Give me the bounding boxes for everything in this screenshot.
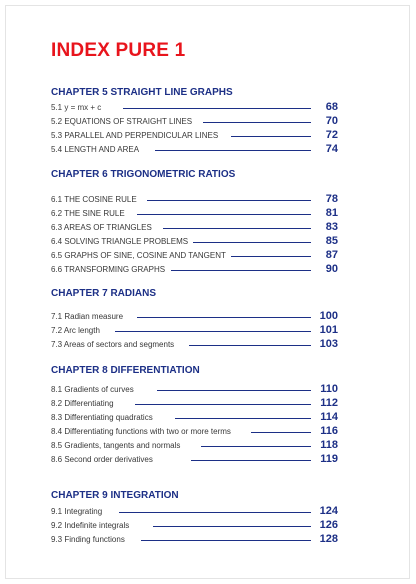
leader-line bbox=[119, 512, 311, 513]
leader-line bbox=[141, 540, 311, 541]
entry-label: 7.3 Areas of sectors and segments bbox=[51, 340, 175, 349]
entry-label: 5.1 y = mx + c bbox=[51, 103, 102, 112]
toc-entry-5-3[interactable] bbox=[51, 127, 338, 141]
leader-line bbox=[155, 150, 311, 151]
entry-label: 5.2 EQUATIONS OF STRAIGHT LINES bbox=[51, 117, 193, 126]
leader-line bbox=[137, 214, 311, 215]
entry-page: 112 bbox=[320, 397, 338, 409]
entry-page: 87 bbox=[325, 249, 338, 261]
chapter-9-heading: CHAPTER 9 INTEGRATION bbox=[51, 490, 179, 501]
entry-page: 100 bbox=[319, 310, 338, 322]
entry-page: 85 bbox=[325, 235, 338, 247]
toc-entry-6-6[interactable] bbox=[51, 261, 338, 275]
index-title: INDEX PURE 1 bbox=[51, 40, 186, 61]
entry-label: 6.3 AREAS OF TRIANGLES bbox=[51, 223, 152, 232]
entry-label: 8.1 Gradients of curves bbox=[51, 385, 134, 394]
entry-label: 7.2 Arc length bbox=[51, 326, 100, 335]
entry-label: 8.2 Differentiating bbox=[51, 399, 114, 408]
entry-label: 8.3 Differentiating quadratics bbox=[51, 413, 153, 422]
toc-entry-5-2[interactable] bbox=[51, 113, 338, 127]
entry-page: 101 bbox=[319, 324, 338, 336]
toc-entry-8-4[interactable] bbox=[51, 423, 338, 437]
toc-entry-7-3[interactable] bbox=[51, 336, 338, 350]
entry-label: 6.1 THE COSINE RULE bbox=[51, 195, 137, 204]
entry-page: 114 bbox=[320, 411, 338, 423]
toc-entry-8-5[interactable] bbox=[51, 437, 338, 451]
leader-line bbox=[203, 122, 311, 123]
entry-label: 6.5 GRAPHS OF SINE, COSINE AND TANGENT bbox=[51, 251, 226, 260]
entry-page: 119 bbox=[320, 453, 338, 465]
leader-line bbox=[175, 418, 311, 419]
entry-label: 9.2 Indefinite integrals bbox=[51, 521, 130, 530]
entry-label: 6.6 TRANSFORMING GRAPHS bbox=[51, 265, 166, 274]
toc-entry-9-1[interactable] bbox=[51, 503, 338, 517]
toc-entry-8-2[interactable] bbox=[51, 395, 338, 409]
leader-line bbox=[231, 256, 311, 257]
leader-line bbox=[171, 270, 311, 271]
toc-entry-6-2[interactable] bbox=[51, 205, 338, 219]
entry-page: 72 bbox=[325, 129, 338, 141]
entry-page: 68 bbox=[325, 101, 338, 113]
leader-line bbox=[201, 446, 311, 447]
entry-page: 124 bbox=[319, 505, 338, 517]
toc-entry-6-4[interactable] bbox=[51, 233, 338, 247]
leader-line bbox=[123, 108, 311, 109]
toc-entry-8-3[interactable] bbox=[51, 409, 338, 423]
entry-page: 126 bbox=[319, 519, 338, 531]
entry-page: 118 bbox=[320, 439, 338, 451]
leader-line bbox=[157, 390, 311, 391]
chapter-7-heading: CHAPTER 7 RADIANS bbox=[51, 288, 157, 299]
entry-page: 110 bbox=[320, 383, 338, 395]
leader-line bbox=[191, 460, 311, 461]
entry-page: 90 bbox=[325, 263, 338, 275]
leader-line bbox=[193, 242, 311, 243]
entry-page: 116 bbox=[320, 425, 338, 437]
entry-label: 5.3 PARALLEL AND PERPENDICULAR LINES bbox=[51, 131, 219, 140]
entry-page: 81 bbox=[325, 207, 338, 219]
chapter-8-heading: CHAPTER 8 DIFFERENTIATION bbox=[51, 365, 200, 376]
leader-line bbox=[137, 317, 311, 318]
entry-label: 8.6 Second order derivatives bbox=[51, 455, 153, 464]
entry-page: 103 bbox=[319, 338, 338, 350]
entry-page: 74 bbox=[325, 143, 338, 155]
entry-label: 5.4 LENGTH AND AREA bbox=[51, 145, 140, 154]
toc-entry-9-2[interactable] bbox=[51, 517, 338, 531]
entry-label: 9.3 Finding functions bbox=[51, 535, 125, 544]
toc-entry-8-1[interactable] bbox=[51, 381, 338, 395]
leader-line bbox=[163, 228, 311, 229]
entry-label: 6.2 THE SINE RULE bbox=[51, 209, 125, 218]
toc-entry-5-4[interactable] bbox=[51, 141, 338, 155]
chapter-6-heading: CHAPTER 6 TRIGONOMETRIC RATIOS bbox=[51, 169, 236, 180]
toc-entry-9-3[interactable] bbox=[51, 531, 338, 545]
entry-label: 8.5 Gradients, tangents and normals bbox=[51, 441, 181, 450]
entry-label: 8.4 Differentiating functions with two or more terms bbox=[51, 427, 231, 436]
leader-line bbox=[115, 331, 311, 332]
toc-entry-6-3[interactable] bbox=[51, 219, 338, 233]
entry-page: 83 bbox=[325, 221, 338, 233]
leader-line bbox=[147, 200, 311, 201]
entry-page: 78 bbox=[325, 193, 338, 205]
toc-entry-6-5[interactable] bbox=[51, 247, 338, 261]
entry-label: 9.1 Integrating bbox=[51, 507, 103, 516]
chapter-5-heading: CHAPTER 5 STRAIGHT LINE GRAPHS bbox=[51, 87, 233, 98]
entry-label: 7.1 Radian measure bbox=[51, 312, 124, 321]
leader-line bbox=[189, 345, 311, 346]
entry-page: 70 bbox=[325, 115, 338, 127]
leader-line bbox=[135, 404, 311, 405]
leader-line bbox=[153, 526, 311, 527]
entry-page: 128 bbox=[319, 533, 338, 545]
entry-label: 6.4 SOLVING TRIANGLE PROBLEMS bbox=[51, 237, 189, 246]
leader-line bbox=[231, 136, 311, 137]
toc-entry-7-1[interactable] bbox=[51, 308, 338, 322]
toc-entry-8-6[interactable] bbox=[51, 451, 338, 465]
leader-line bbox=[251, 432, 311, 433]
toc-entry-7-2[interactable] bbox=[51, 322, 338, 336]
toc-entry-6-1[interactable] bbox=[51, 191, 338, 205]
toc-entry-5-1[interactable] bbox=[51, 99, 338, 113]
